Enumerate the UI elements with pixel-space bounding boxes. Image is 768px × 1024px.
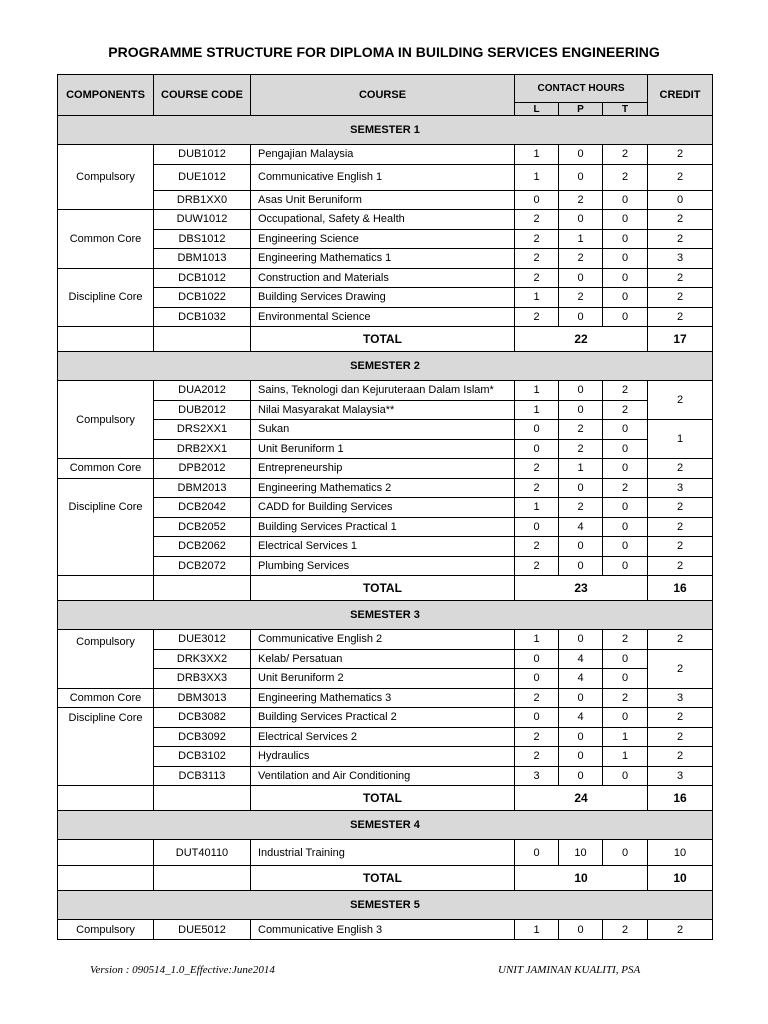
table-row — [58, 145, 713, 165]
credit: 2 — [648, 727, 713, 747]
hours-l: 1 — [515, 920, 559, 940]
hours-p: 0 — [559, 145, 603, 165]
hours-l: 1 — [515, 630, 559, 650]
course-name: Construction and Materials — [251, 268, 515, 288]
credit: 2 — [648, 145, 713, 165]
course-code: DBS1012 — [154, 229, 251, 249]
component-group: Compulsory — [58, 630, 154, 689]
component-group: Compulsory — [58, 381, 154, 459]
course-name: Building Services Practical 1 — [251, 517, 515, 537]
hours-l: 0 — [515, 708, 559, 728]
semester-3-header: SEMESTER 3 — [58, 601, 713, 630]
table-row — [58, 498, 713, 518]
course-code: DRB3XX3 — [154, 669, 251, 689]
hours-l: 0 — [515, 420, 559, 440]
course-name: Industrial Training — [251, 840, 515, 866]
course-code: DUW1012 — [154, 210, 251, 230]
course-name: Nilai Masyarakat Malaysia** — [251, 400, 515, 420]
header-course-code: COURSE CODE — [154, 75, 251, 116]
credit: 2 — [648, 920, 713, 940]
hours-l: 0 — [515, 190, 559, 210]
semester-5-header: SEMESTER 5 — [58, 891, 713, 920]
hours-t: 0 — [603, 307, 648, 327]
hours-t: 2 — [603, 400, 648, 420]
hours-t: 0 — [603, 498, 648, 518]
hours-l: 0 — [515, 669, 559, 689]
course-name: Unit Beruniform 1 — [251, 439, 515, 459]
course-code: DCB2062 — [154, 537, 251, 557]
course-name: Engineering Mathematics 1 — [251, 249, 515, 269]
course-code: DUE3012 — [154, 630, 251, 650]
hours-t: 0 — [603, 229, 648, 249]
credit: 2 — [648, 747, 713, 767]
course-code: DBM2013 — [154, 478, 251, 498]
hours-p: 4 — [559, 708, 603, 728]
credit: 2 — [648, 288, 713, 308]
hours-t: 1 — [603, 727, 648, 747]
table-row — [58, 210, 713, 230]
total-hours: 22 — [515, 327, 648, 352]
hours-p: 0 — [559, 210, 603, 230]
hours-p: 2 — [559, 190, 603, 210]
credit: 10 — [648, 840, 713, 866]
hours-p: 2 — [559, 420, 603, 440]
page-title: PROGRAMME STRUCTURE FOR DIPLOMA IN BUILDING SERVICES ENGINEERING — [108, 44, 660, 60]
course-code: DRB2XX1 — [154, 439, 251, 459]
course-code: DBM3013 — [154, 688, 251, 708]
table-row — [58, 307, 713, 327]
hours-t: 2 — [603, 688, 648, 708]
semester-4-header: SEMESTER 4 — [58, 811, 713, 840]
semester-1-header: SEMESTER 1 — [58, 116, 713, 145]
hours-t: 0 — [603, 439, 648, 459]
total-hours: 24 — [515, 786, 648, 811]
credit: 2 — [648, 268, 713, 288]
course-code: DUB1012 — [154, 145, 251, 165]
credit: 2 — [648, 210, 713, 230]
course-name: Pengajian Malaysia — [251, 145, 515, 165]
course-name: Communicative English 1 — [251, 164, 515, 190]
table-row — [58, 420, 713, 440]
hours-t: 0 — [603, 459, 648, 479]
hours-t: 2 — [603, 145, 648, 165]
table-row — [58, 164, 713, 190]
course-name: Ventilation and Air Conditioning — [251, 766, 515, 786]
course-code: DUE5012 — [154, 920, 251, 940]
course-name: Kelab/ Persatuan — [251, 649, 515, 669]
course-name: CADD for Building Services — [251, 498, 515, 518]
course-code: DCB1032 — [154, 307, 251, 327]
course-name: Environmental Science — [251, 307, 515, 327]
table-row — [58, 630, 713, 650]
course-name: Communicative English 2 — [251, 630, 515, 650]
hours-t: 0 — [603, 766, 648, 786]
credit: 2 — [648, 517, 713, 537]
hours-t: 2 — [603, 630, 648, 650]
course-code: DCB1022 — [154, 288, 251, 308]
hours-t: 0 — [603, 249, 648, 269]
hours-p: 1 — [559, 459, 603, 479]
hours-t: 0 — [603, 517, 648, 537]
programme-structure-table — [57, 74, 713, 940]
footer-unit: UNIT JAMINAN KUALITI, PSA — [498, 964, 641, 976]
table-row — [58, 288, 713, 308]
course-code: DUB2012 — [154, 400, 251, 420]
total-credit: 17 — [648, 327, 713, 352]
component-group: Compulsory — [58, 145, 154, 210]
hours-p: 2 — [559, 249, 603, 269]
hours-t: 0 — [603, 268, 648, 288]
table-row — [58, 556, 713, 576]
hours-p: 0 — [559, 556, 603, 576]
hours-t: 2 — [603, 164, 648, 190]
course-code: DCB3113 — [154, 766, 251, 786]
course-code: DPB2012 — [154, 459, 251, 479]
hours-p: 0 — [559, 478, 603, 498]
component-group: Compulsory — [58, 920, 154, 940]
hours-p: 0 — [559, 537, 603, 557]
component-group: Discipline Core — [58, 478, 154, 576]
hours-p: 1 — [559, 229, 603, 249]
course-name: Electrical Services 1 — [251, 537, 515, 557]
credit: 3 — [648, 688, 713, 708]
credit: 2 — [648, 537, 713, 557]
hours-l: 2 — [515, 556, 559, 576]
credit: 2 — [648, 649, 713, 688]
hours-p: 0 — [559, 727, 603, 747]
hours-l: 1 — [515, 381, 559, 401]
header-course: COURSE — [251, 75, 515, 116]
hours-p: 0 — [559, 630, 603, 650]
total-label: TOTAL — [251, 866, 515, 891]
component-group: Common Core — [58, 210, 154, 269]
hours-p: 0 — [559, 381, 603, 401]
total-credit: 16 — [648, 576, 713, 601]
course-code: DCB2042 — [154, 498, 251, 518]
hours-t: 0 — [603, 288, 648, 308]
course-code: DCB3092 — [154, 727, 251, 747]
table-row — [58, 439, 713, 459]
hours-p: 2 — [559, 439, 603, 459]
course-code: DCB2072 — [154, 556, 251, 576]
component-group: Common Core — [58, 688, 154, 708]
hours-t: 0 — [603, 537, 648, 557]
hours-l: 2 — [515, 268, 559, 288]
hours-p: 0 — [559, 920, 603, 940]
course-code: DUE1012 — [154, 164, 251, 190]
component-group: Discipline Core — [58, 268, 154, 327]
hours-l: 0 — [515, 439, 559, 459]
course-name: Unit Beruniform 2 — [251, 669, 515, 689]
hours-p: 2 — [559, 288, 603, 308]
credit: 2 — [648, 229, 713, 249]
hours-t: 0 — [603, 708, 648, 728]
course-name: Engineering Mathematics 3 — [251, 688, 515, 708]
hours-l: 0 — [515, 840, 559, 866]
course-code: DCB3082 — [154, 708, 251, 728]
table-row — [58, 649, 713, 669]
total-credit: 16 — [648, 786, 713, 811]
hours-l: 2 — [515, 229, 559, 249]
hours-l: 2 — [515, 688, 559, 708]
course-name: Occupational, Safety & Health — [251, 210, 515, 230]
hours-l: 1 — [515, 145, 559, 165]
hours-l: 2 — [515, 459, 559, 479]
hours-p: 0 — [559, 747, 603, 767]
hours-l: 2 — [515, 478, 559, 498]
table-row — [58, 229, 713, 249]
table-row — [58, 669, 713, 689]
hours-l: 3 — [515, 766, 559, 786]
table-row — [58, 190, 713, 210]
hours-l: 2 — [515, 307, 559, 327]
hours-l: 1 — [515, 164, 559, 190]
hours-l: 2 — [515, 210, 559, 230]
course-code: DCB3102 — [154, 747, 251, 767]
table-row — [58, 747, 713, 767]
total-label: TOTAL — [251, 576, 515, 601]
course-name: Building Services Drawing — [251, 288, 515, 308]
hours-l: 1 — [515, 498, 559, 518]
course-name: Sukan — [251, 420, 515, 440]
credit: 2 — [648, 164, 713, 190]
component-group: Common Core — [58, 459, 154, 479]
header-components: COMPONENTS — [58, 75, 154, 116]
hours-p: 0 — [559, 766, 603, 786]
credit: 2 — [648, 630, 713, 650]
component-group: Discipline Core — [58, 708, 154, 786]
course-name: Asas Unit Beruniform — [251, 190, 515, 210]
hours-t: 2 — [603, 920, 648, 940]
credit: 2 — [648, 459, 713, 479]
course-code: DUA2012 — [154, 381, 251, 401]
hours-l: 2 — [515, 537, 559, 557]
table-row — [58, 537, 713, 557]
hours-t: 0 — [603, 190, 648, 210]
header-l: L — [515, 103, 559, 116]
header-t: T — [603, 103, 648, 116]
hours-l: 2 — [515, 747, 559, 767]
credit: 1 — [648, 420, 713, 459]
total-row — [58, 786, 713, 811]
table-row — [58, 478, 713, 498]
credit: 3 — [648, 478, 713, 498]
total-credit: 10 — [648, 866, 713, 891]
table-row — [58, 400, 713, 420]
hours-p: 0 — [559, 688, 603, 708]
table-row — [58, 268, 713, 288]
hours-l: 1 — [515, 288, 559, 308]
hours-t: 1 — [603, 747, 648, 767]
credit: 2 — [648, 708, 713, 728]
hours-l: 0 — [515, 517, 559, 537]
course-name: Building Services Practical 2 — [251, 708, 515, 728]
course-code: DRS2XX1 — [154, 420, 251, 440]
table-row — [58, 708, 713, 728]
table-row — [58, 381, 713, 401]
table-row — [58, 766, 713, 786]
hours-t: 0 — [603, 649, 648, 669]
header-contact-hours: CONTACT HOURS — [515, 75, 648, 103]
hours-p: 0 — [559, 164, 603, 190]
hours-t: 0 — [603, 840, 648, 866]
total-row — [58, 866, 713, 891]
hours-p: 10 — [559, 840, 603, 866]
course-name: Entrepreneurship — [251, 459, 515, 479]
total-label: TOTAL — [251, 327, 515, 352]
credit: 3 — [648, 249, 713, 269]
header-p: P — [559, 103, 603, 116]
hours-p: 0 — [559, 268, 603, 288]
course-name: Communicative English 3 — [251, 920, 515, 940]
course-name: Hydraulics — [251, 747, 515, 767]
credit: 2 — [648, 307, 713, 327]
credit: 2 — [648, 556, 713, 576]
hours-t: 0 — [603, 669, 648, 689]
hours-t: 2 — [603, 381, 648, 401]
course-code: DCB2052 — [154, 517, 251, 537]
credit: 2 — [648, 498, 713, 518]
hours-l: 2 — [515, 249, 559, 269]
course-code: DUT40110 — [154, 840, 251, 866]
table-row — [58, 920, 713, 940]
course-name: Engineering Mathematics 2 — [251, 478, 515, 498]
table-row — [58, 249, 713, 269]
hours-p: 4 — [559, 669, 603, 689]
course-code: DBM1013 — [154, 249, 251, 269]
footer-version: Version : 090514_1.0_Effective:June2014 — [90, 964, 275, 976]
course-name: Plumbing Services — [251, 556, 515, 576]
hours-p: 4 — [559, 649, 603, 669]
total-hours: 10 — [515, 866, 648, 891]
table-row — [58, 517, 713, 537]
course-name: Electrical Services 2 — [251, 727, 515, 747]
hours-l: 0 — [515, 649, 559, 669]
course-code: DRK3XX2 — [154, 649, 251, 669]
hours-l: 1 — [515, 400, 559, 420]
credit: 2 — [648, 381, 713, 420]
hours-p: 0 — [559, 400, 603, 420]
hours-l: 2 — [515, 727, 559, 747]
total-hours: 23 — [515, 576, 648, 601]
hours-t: 0 — [603, 210, 648, 230]
course-code: DCB1012 — [154, 268, 251, 288]
hours-t: 0 — [603, 420, 648, 440]
table-row — [58, 727, 713, 747]
hours-t: 0 — [603, 556, 648, 576]
course-name: Engineering Science — [251, 229, 515, 249]
table-row — [58, 840, 713, 866]
header-credit: CREDIT — [648, 75, 713, 116]
total-label: TOTAL — [251, 786, 515, 811]
course-name: Sains, Teknologi dan Kejuruteraan Dalam Islam* — [251, 381, 515, 401]
credit: 0 — [648, 190, 713, 210]
hours-p: 2 — [559, 498, 603, 518]
hours-t: 2 — [603, 478, 648, 498]
semester-2-header: SEMESTER 2 — [58, 352, 713, 381]
total-row — [58, 576, 713, 601]
table-row — [58, 688, 713, 708]
hours-p: 0 — [559, 307, 603, 327]
credit: 3 — [648, 766, 713, 786]
total-row — [58, 327, 713, 352]
hours-p: 4 — [559, 517, 603, 537]
course-code: DRB1XX0 — [154, 190, 251, 210]
table-row — [58, 459, 713, 479]
